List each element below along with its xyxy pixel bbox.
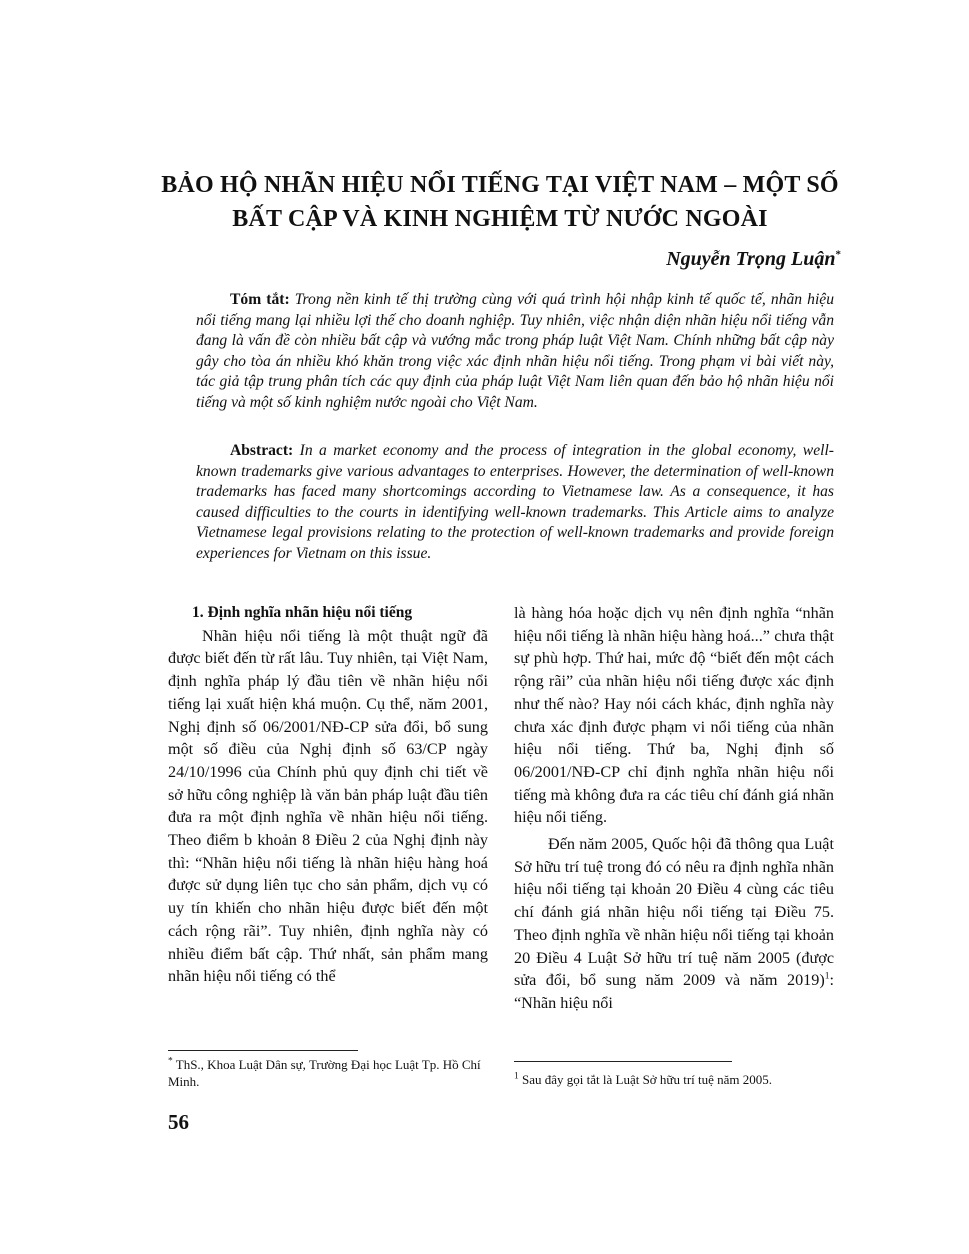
footnote-1-text: Sau đây gọi tắt là Luật Sở hữu trí tuệ năm 2005. [522, 1072, 773, 1087]
author-footnote-text: ThS., Khoa Luật Dân sự, Trường Đại học Luật Tp. Hồ Chí Minh. [168, 1057, 481, 1089]
author-footnote [168, 1057, 498, 1090]
right-column-paragraph-1: là hàng hóa hoặc dịch vụ nên định nghĩa “nhãn hiệu nổi tiếng là nhãn hiệu hàng hoá...” chưa thật sự phù hợp. Thứ hai, mức độ “biết đến một cách rộng rãi” của nhãn hiệu nổi tiếng được xác định như thế nào? Hay nói cách khác, định nghĩa này chưa xác định được phạm vi nổi tiếng của nhãn hiệu nổi tiếng. Thứ ba, Nghị định số 06/2001/NĐ-CP chỉ định nghĩa nhãn hiệu nổi tiếng mà không đưa ra các tiêu chí đánh giá nhãn hiệu nổi tiếng. [514, 604, 834, 827]
footnote-1 [514, 1072, 844, 1089]
title-line-1: BẢO HỘ NHÃN HIỆU NỔI TIẾNG TẠI VIỆT NAM – MỘT SỐ [161, 172, 839, 198]
abstract-english [196, 441, 834, 565]
article-title [100, 168, 900, 236]
abstract-english-paragraph [196, 441, 834, 565]
abstract-vietnamese-label: Tóm tắt: [230, 291, 290, 308]
abstract-vietnamese [196, 290, 834, 414]
footnote-ref-1: 1 [824, 971, 830, 982]
paragraph-2-continuation: : “Nhãn hiệu nổi [514, 971, 834, 1012]
section-1-heading: 1. Định nghĩa nhãn hiệu nổi tiếng [192, 604, 413, 621]
footnote-separator-left [168, 1050, 358, 1051]
footnote-separator-right [514, 1061, 732, 1062]
author-footnote-marker: * [168, 1056, 173, 1067]
paragraph-2-text: Đến năm 2005, Quốc hội đã thông qua Luật Sở hữu trí tuệ trong đó có nêu ra định nghĩa nhãn hiệu nổi tiếng tại khoản 20 Điều 4 cùng các tiêu chí đánh giá nhãn hiệu nổi tiếng tại Điều 75. Theo định nghĩa về nhãn hiệu nổi tiếng tại khoản 20 Điều 4 Luật Sở hữu trí tuệ năm 2005 (được sửa đổi, bổ sung năm 2009 và năm 2019) [514, 835, 834, 990]
left-column-paragraph: Nhãn hiệu nổi tiếng là một thuật ngữ đã được biết đến từ rất lâu. Tuy nhiên, tại Việt Nam, định nghĩa pháp lý đầu tiên về nhãn hiệu nổi tiếng lại xuất hiện khá muộn. Cụ thể, năm 2001, Nghị định số 06/2001/NĐ-CP sửa đổi, bổ sung một số điều của Nghị định số 63/CP ngày 24/10/1996 của Chính phủ quy định chi tiết về sở hữu công nghiệp là văn bản pháp luật đầu tiên đưa ra một định nghĩa về nhãn hiệu nổi tiếng. Theo điểm b khoản 8 Điều 2 của Nghị định này thì: “Nhãn hiệu nổi tiếng là nhãn hiệu hàng hoá được sử dụng liên tục cho sản phẩm, dịch vụ có uy tín khiến cho nhãn hiệu được biết đến một cách rộng rãi”. Tuy nhiên, định nghĩa này có nhiều điểm bất cập. Thứ nhất, sản phẩm mang nhãn hiệu nổi tiếng có thể [168, 626, 488, 986]
title-line-2: BẤT CẬP VÀ KINH NGHIỆM TỪ NƯỚC NGOÀI [232, 206, 768, 232]
right-column-paragraph-2 [514, 833, 834, 1015]
right-column [514, 602, 834, 1015]
abstract-english-label: Abstract: [230, 442, 294, 459]
abstract-vietnamese-text: Trong nền kinh tế thị trường cùng với quá trình hội nhập kinh tế quốc tế, nhãn hiệu nổi tiếng mang lại nhiều lợi thế cho doanh nghiệp. Tuy nhiên, việc nhận diện nhãn hiệu nổi tiếng vẫn đang là vấn đề còn nhiều bất cập và vướng mắc trong pháp luật Việt Nam. Chính những bất cập này gây cho tòa án nhiều khó khăn trong việc xác định nhãn hiệu nổi tiếng. Trong phạm vi bài viết này, tác giả tập trung phân tích các quy định của pháp luật Việt Nam liên quan đến bảo hộ nhãn hiệu nổi tiếng và một số kinh nghiệm nước ngoài cho Việt Nam. [196, 291, 835, 411]
page-number: 56 [168, 1110, 189, 1134]
author-footnote-mark: * [835, 248, 841, 261]
abstract-english-text: In a market economy and the process of integration in the global economy, well-known trademarks give various advantages to enterprises. However, the determination of well-known trademarks has faced many shortcomings according to Vietnamese law. As a consequence, it has caused difficulties to the courts in identifying well-known trademarks. This Article aims to analyze Vietnamese legal provisions relating to the protection of well-known trademarks and provide foreign experiences for Vietnam on this issue. [196, 442, 834, 562]
abstract-vietnamese-paragraph [196, 290, 834, 414]
author-name: Nguyễn Trọng Luận [666, 248, 836, 270]
footnote-1-marker: 1 [514, 1071, 519, 1082]
author-byline [666, 248, 841, 271]
left-column [168, 602, 488, 988]
